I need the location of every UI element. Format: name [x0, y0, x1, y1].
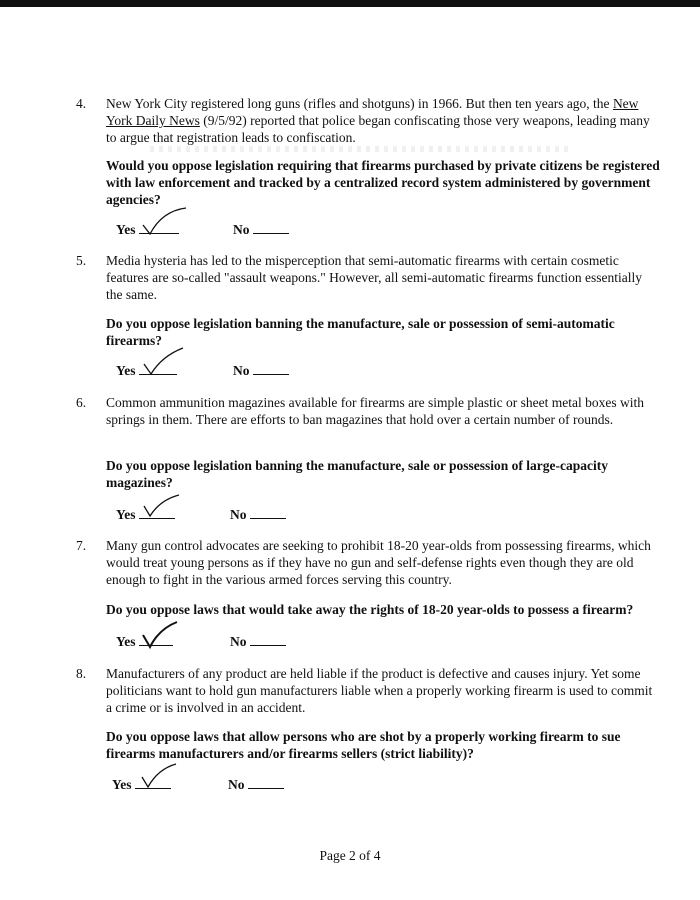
- no-answer[interactable]: [228, 776, 284, 793]
- item-number: 6.: [76, 395, 87, 410]
- no-blank: [250, 633, 286, 646]
- item-question: Do you oppose legislation banning the manufacture, sale or possession of semi-automatic firearms?: [106, 316, 615, 348]
- no-blank: [250, 506, 286, 519]
- yes-label: Yes: [112, 777, 132, 792]
- no-blank: [253, 362, 289, 375]
- scan-top-edge: [0, 0, 700, 7]
- no-label: No: [233, 222, 250, 237]
- item-question: Do you oppose legislation banning the manufacture, sale or possession of large-capacity magazines?: [106, 458, 609, 490]
- checkmark-icon: [142, 492, 182, 520]
- yes-label: Yes: [116, 222, 136, 237]
- no-label: No: [230, 634, 247, 649]
- no-blank: [253, 221, 289, 234]
- item-intro: [106, 95, 656, 146]
- item-number: 5.: [76, 253, 87, 268]
- no-answer[interactable]: [230, 633, 286, 650]
- intro-text-continued: (9/5/92) reported that police began confiscating those very weapons, leading many to argue that registration leads to confiscation.: [106, 113, 650, 145]
- yes-label: Yes: [116, 507, 136, 522]
- item-number: 8.: [76, 666, 87, 681]
- no-label: No: [228, 777, 245, 792]
- item-intro: Many gun control advocates are seeking to prohibit 18-20 year-olds from possessing firearms, which would treat young persons as if they have no gun and self-defense rights even though they are old enough to fight in the various armed forces serving this country.: [106, 538, 651, 587]
- item-number: 7.: [76, 538, 87, 553]
- item-number: 4.: [76, 96, 87, 111]
- item-question: Do you oppose laws that allow persons who are shot by a properly working firearm to sue firearms manufacturers and/or firearms sellers (strict liability)?: [106, 729, 621, 761]
- checkmark-icon: [140, 761, 180, 791]
- item-intro: Common ammunition magazines available for firearms are simple plastic or sheet metal boxes with springs in them. There are efforts to ban magazines that hold over a certain number of rounds.: [106, 395, 644, 427]
- no-label: No: [233, 363, 250, 378]
- intro-text: New York City registered long guns (rifles and shotguns) in 1966. But then ten years ago, the: [106, 96, 613, 111]
- no-answer[interactable]: [233, 221, 289, 238]
- source-citation: New York Daily News: [106, 96, 639, 128]
- checkmark-icon: [141, 619, 181, 651]
- yes-label: Yes: [116, 634, 136, 649]
- item-intro: Media hysteria has led to the misperception that semi-automatic firearms with certain cosmetic features are so-called "assault weapons." However, all semi-automatic firearms function essentially the same.: [106, 253, 643, 302]
- no-label: No: [230, 507, 247, 522]
- item-intro: Manufacturers of any product are held liable if the product is defective and causes injury. Yet some politicians want to hold gun manufacturers liable when a properly working firearm is used to commit a crime or is involved in an accident.: [106, 666, 653, 715]
- no-blank: [248, 776, 284, 789]
- checkmark-icon: [140, 205, 190, 237]
- checkmark-icon: [142, 346, 186, 378]
- item-question: Do you oppose laws that would take away the rights of 18-20 year-olds to possess a firearm?: [106, 602, 634, 617]
- page-number: Page 2 of 4: [319, 848, 381, 863]
- yes-label: Yes: [116, 363, 136, 378]
- item-question: Would you oppose legislation requiring that firearms purchased by private citizens be registered with law enforcement and tracked by a centralized record system administered by government agencies?: [106, 158, 660, 207]
- no-answer[interactable]: [233, 362, 289, 379]
- bleed-through-marks: [150, 146, 570, 152]
- no-answer[interactable]: [230, 506, 286, 523]
